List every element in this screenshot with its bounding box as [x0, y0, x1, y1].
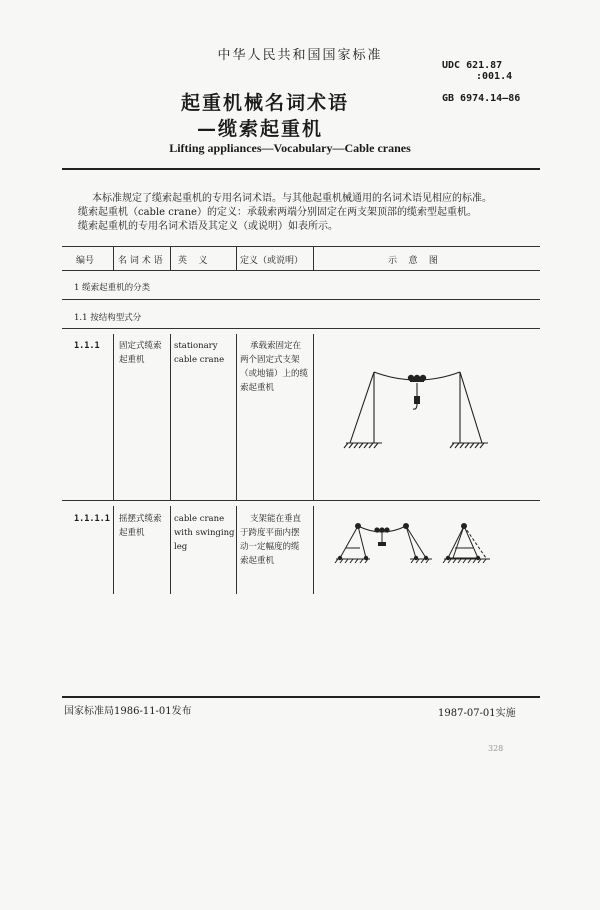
col-header-diagram: 示 意 图 [388, 256, 438, 266]
row-divider [62, 500, 540, 501]
intro-line1: 本标准规定了缆索起重机的专用名词术语。与其他起重机械通用的名词术语见相应的标准。 [92, 193, 492, 204]
hook-icon [413, 404, 417, 409]
col-header-number: 编号 [76, 256, 95, 266]
intro-line3: 缆索起重机的专用名词术语及其定义（或说明）如表所示。 [78, 221, 338, 232]
row2-number: 1.1.1.1 [74, 514, 110, 524]
left-leg [340, 526, 366, 558]
bottom-rule [62, 696, 540, 698]
col-divider [170, 334, 171, 500]
right-stay [460, 372, 482, 443]
col-divider [170, 506, 171, 594]
table-top-border [62, 246, 540, 247]
udc-code [442, 60, 512, 82]
title-english: Lifting appliances—Vocabulary—Cable cranes [169, 141, 411, 155]
section-1-heading: 1 缆索起重机的分类 [74, 283, 151, 293]
section-divider-2 [62, 328, 540, 329]
right-hatch [450, 443, 484, 448]
swinging-leg-cable-crane-diagram [328, 518, 508, 578]
title-line1: 起重机械名词术语 [180, 92, 349, 114]
row1-number: 1.1.1 [74, 341, 100, 351]
gb-number: GB 6974.14—86 [442, 93, 521, 104]
header-bottom-border [62, 270, 540, 271]
hook-block [414, 396, 420, 404]
page-number: 328 [488, 744, 504, 753]
col-divider [170, 246, 171, 270]
col-header-definition: 定义（或说明） [240, 256, 304, 266]
effective-date: 1987-07-01实施 [438, 708, 516, 719]
issue-date: 国家标准局1986-11-01发布 [64, 706, 192, 717]
col-header-term: 名 词 术 语 [118, 256, 163, 266]
col-header-english: 英 义 [178, 256, 208, 266]
udc-line1: UDC 621.87 [442, 60, 503, 71]
col-divider [113, 334, 114, 500]
col-divider [313, 506, 314, 594]
row1-definition: 承载索固定在 两个固定式支架 （或地锚）上的缆 索起重机 [240, 341, 309, 393]
right-leg [406, 526, 426, 558]
top-rule [62, 168, 540, 170]
col-divider [236, 246, 237, 270]
title-line2: —缆索起重机 [196, 118, 323, 140]
col-divider [313, 246, 314, 270]
section-1-1-heading: 1.1 按结构型式分 [74, 313, 142, 323]
stationary-cable-crane-diagram [340, 360, 500, 460]
intro-line2: 缆索起重机（cable crane）的定义：承载索两端分别固定在两支架顶部的缆索型起重机。 [78, 207, 477, 218]
col-divider [236, 506, 237, 594]
left-stay [350, 372, 374, 443]
swing-leg-side-view [448, 526, 478, 558]
section-divider [62, 299, 540, 300]
col-divider [313, 334, 314, 500]
row1-term: 固定式缆索 起重机 [119, 341, 162, 365]
trolley-body [410, 379, 424, 382]
intro-paragraph [78, 192, 528, 234]
col-divider [236, 334, 237, 500]
col-divider [113, 506, 114, 594]
row2-definition: 支架能在垂直 于跨度平面内摆 动一定幅度的缆 索起重机 [240, 514, 302, 566]
row2-term: 摇摆式缆索 起重机 [119, 514, 162, 538]
row2-english: cable crane with swinging leg [174, 514, 235, 552]
udc-line2: :001.4 [476, 71, 513, 82]
col-divider [113, 246, 114, 270]
national-standard-label: 中华人民共和国国家标准 [217, 48, 383, 63]
left-hatch [344, 443, 378, 448]
row1-english: stationary cable crane [174, 341, 225, 365]
